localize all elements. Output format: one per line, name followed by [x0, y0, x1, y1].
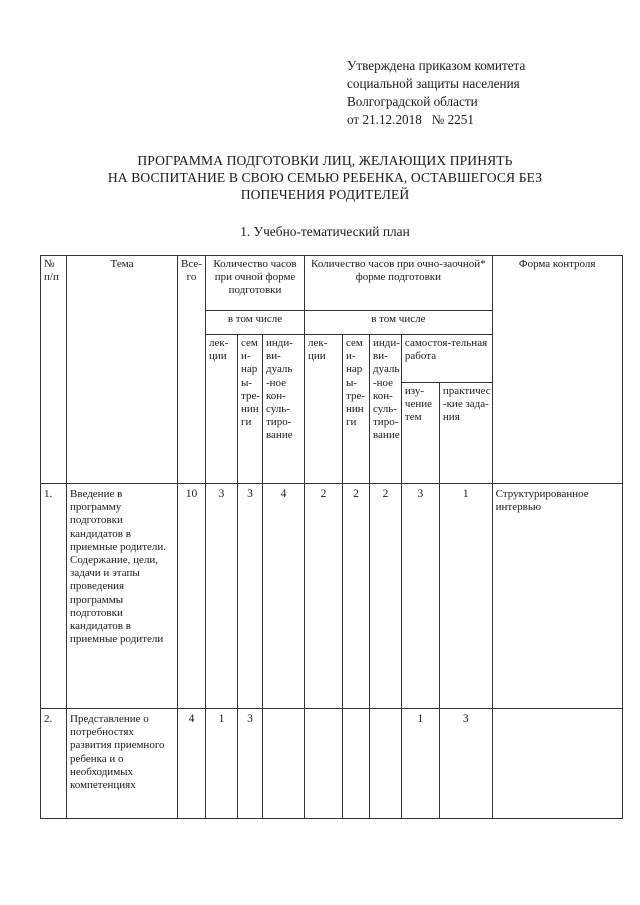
header-fulltime: Количество часов при очной форме подготовки	[206, 256, 305, 311]
header-parttime: Количество часов при очно-заочной* форме подготовки	[305, 256, 493, 311]
header-control: Форма контроля	[492, 256, 622, 484]
row-individual-fulltime	[263, 709, 305, 819]
header-individual-fulltime: инди-ви-дуаль -ное кон-суль-тиро-вание	[263, 335, 305, 484]
header-incl-fulltime: в том числе	[206, 311, 305, 335]
title-line: ПОПЕЧЕНИЯ РОДИТЕЛЕЙ	[240, 187, 410, 202]
header-practical: практичес -кие зада-ния	[439, 383, 492, 484]
section-heading: 1. Учебно-тематический план	[240, 224, 410, 239]
header-seminars-fulltime: сем и-нар ы-тре-нин ги	[238, 335, 263, 484]
approval-line: Волгоградской области	[347, 94, 478, 109]
table-row	[41, 709, 623, 819]
approval-line: Утверждена приказом комитета	[347, 58, 526, 73]
title-line: ПРОГРАММА ПОДГОТОВКИ ЛИЦ, ЖЕЛАЮЩИХ ПРИНЯТЬ	[137, 153, 513, 168]
row-seminars-fulltime: 3	[238, 484, 263, 709]
row-control	[492, 709, 622, 819]
document-title	[40, 152, 610, 203]
row-num: 1.	[41, 484, 67, 709]
row-seminars-parttime	[343, 709, 370, 819]
header-lectures-fulltime: лек-ции	[206, 335, 238, 484]
row-individual-fulltime: 4	[263, 484, 305, 709]
row-study: 1	[401, 709, 439, 819]
row-lectures-parttime: 2	[305, 484, 343, 709]
row-topic: Введение в программу подготовки кандидатов в приемные родители. Содержание, цели, задачи и этапы проведения программы подготовки кандидатов в приемные родители	[67, 484, 178, 709]
row-seminars-parttime: 2	[343, 484, 370, 709]
header-self-work: самостоя-тельная работа	[401, 335, 492, 383]
row-lectures-parttime	[305, 709, 343, 819]
header-study: изу-чение тем	[401, 383, 439, 484]
header-topic: Тема	[67, 256, 178, 484]
approval-stamp	[347, 57, 607, 129]
header-lectures-parttime: лек-ции	[305, 335, 343, 484]
row-individual-parttime	[370, 709, 402, 819]
row-lectures-fulltime: 1	[206, 709, 238, 819]
approval-line: от 21.12.2018 № 2251	[347, 112, 474, 127]
header-num: № п/п	[41, 256, 67, 484]
row-practical: 3	[439, 709, 492, 819]
header-individual-parttime: инди-ви-дуаль -ное кон-суль-тиро-вание	[370, 335, 402, 484]
header-total: Все-го	[178, 256, 206, 484]
table-row	[41, 484, 623, 709]
row-practical: 1	[439, 484, 492, 709]
row-topic: Представление о потребностях развития приемного ребенка и о необходимых компетенциях	[67, 709, 178, 819]
row-seminars-fulltime: 3	[238, 709, 263, 819]
curriculum-table	[40, 255, 623, 819]
row-total: 10	[178, 484, 206, 709]
row-study: 3	[401, 484, 439, 709]
row-control: Структурированное интервью	[492, 484, 622, 709]
header-incl-parttime: в том числе	[305, 311, 493, 335]
approval-line: социальной защиты населения	[347, 76, 520, 91]
row-num: 2.	[41, 709, 67, 819]
row-total: 4	[178, 709, 206, 819]
row-lectures-fulltime: 3	[206, 484, 238, 709]
title-line: НА ВОСПИТАНИЕ В СВОЮ СЕМЬЮ РЕБЕНКА, ОСТАВШЕГОСЯ БЕЗ	[107, 170, 543, 185]
header-seminars-parttime: сем и-нар ы-тре-нин ги	[343, 335, 370, 484]
row-individual-parttime: 2	[370, 484, 402, 709]
